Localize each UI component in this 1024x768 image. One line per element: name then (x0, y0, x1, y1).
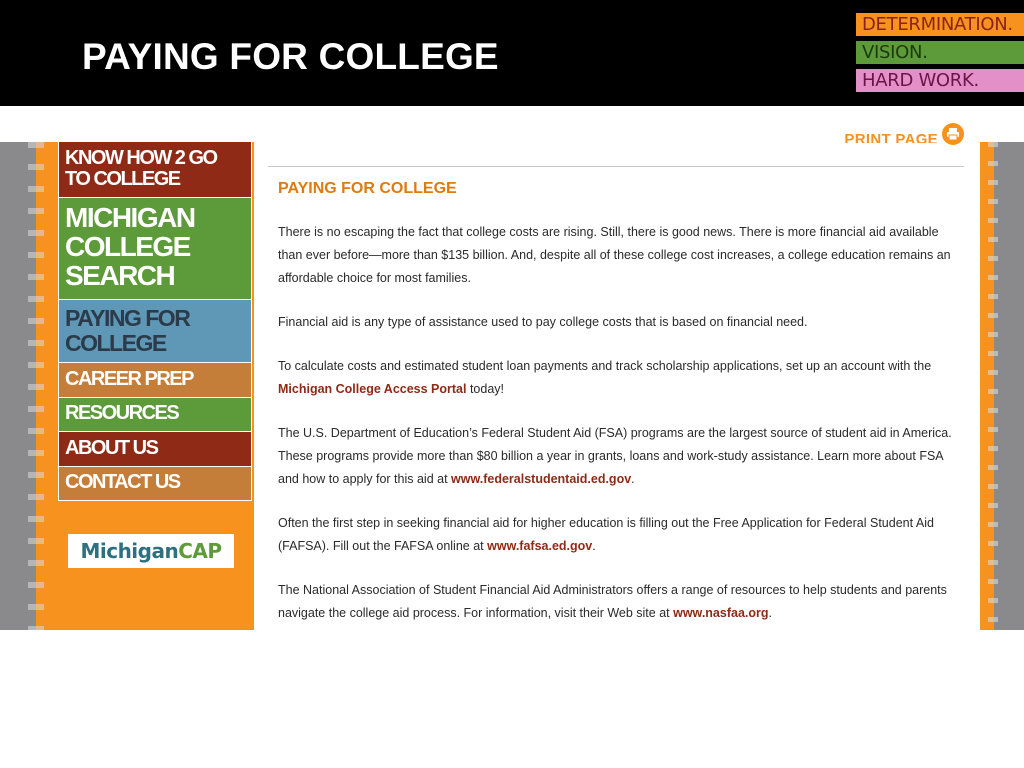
nav-item-career-prep[interactable]: CAREER PREP (58, 363, 252, 398)
michigan-cap-logo[interactable] (68, 534, 234, 568)
nav-item-about-us[interactable]: ABOUT US (58, 432, 252, 467)
article-title: PAYING FOR COLLEGE (278, 180, 457, 197)
tagline-determination: DETERMINATION. (856, 13, 1024, 36)
paragraph-text: today! (466, 382, 505, 396)
nav-item-resources[interactable]: RESOURCES (58, 398, 252, 432)
paragraph-text: To calculate costs and estimated student loan payments and track scholarship applications, set up an account with the (278, 359, 932, 373)
nav-item-know-how-2-go[interactable]: KNOW HOW 2 GO TO COLLEGE (58, 141, 252, 198)
tagline-vision: VISION. (856, 41, 1024, 64)
paragraph-nasfaa (278, 579, 958, 625)
slide-header (0, 0, 1024, 106)
paragraph-fafsa (278, 512, 958, 558)
nav-item-contact-us[interactable]: CONTACT US (58, 467, 252, 501)
main-content (254, 107, 980, 630)
logo-text-cap: CAP (178, 539, 222, 563)
paragraph-rising-costs: There is no escaping the fact that college costs are rising. Still, there is good news. There is more financial aid available than ever before—more than $135 billion. And, despite all of these college cost increases, a college education remains an affordable choice for most families. (278, 225, 951, 285)
nasfaa-link[interactable]: www.nasfaa.org (673, 606, 769, 620)
logo-text-michigan: Michigan (80, 539, 179, 563)
content-divider (268, 166, 964, 167)
paragraph-financial-aid-definition: Financial aid is any type of assistance used to pay college costs that is based on financial need. (278, 315, 808, 329)
michigan-college-access-portal-link[interactable]: Michigan College Access Portal (278, 382, 467, 396)
right-torn-edge (988, 142, 998, 630)
paragraph-text: . (631, 472, 635, 486)
federalstudentaid-link[interactable]: www.federalstudentaid.ed.gov (451, 472, 632, 486)
tagline-hard-work: HARD WORK. (856, 69, 1024, 92)
paragraph-text: The National Association of Student Financial Aid Administrators offers a range of resources to help students and parents navigate the college aid process. For information, visit their Web site at (278, 583, 947, 620)
site-nav (58, 141, 252, 501)
paragraph-access-portal (278, 355, 958, 401)
paragraph-text: The U.S. Department of Education’s Federal Student Aid (FSA) programs are the largest source of student aid in America. These programs provide more than $80 billion a year in grants, loans and work-study assistance. Learn more about FSA and how to apply for this aid at (278, 426, 952, 486)
print-page-button[interactable] (844, 131, 964, 145)
nav-item-paying-for-college[interactable]: PAYING FOR COLLEGE (58, 300, 252, 363)
print-page-label: PRINT PAGE (844, 133, 938, 143)
paragraph-text: . (768, 606, 772, 620)
slide-title: PAYING FOR COLLEGE (82, 36, 499, 77)
right-grunge-border (994, 142, 1024, 630)
fafsa-link[interactable]: www.fafsa.ed.gov (487, 539, 593, 553)
left-torn-edge (28, 142, 44, 630)
paragraph-fsa (278, 422, 958, 491)
website-screenshot (0, 107, 1024, 630)
nav-item-michigan-college-search[interactable]: MICHIGAN COLLEGE SEARCH (58, 198, 252, 300)
printer-icon (942, 123, 964, 145)
paragraph-text: Often the first step in seeking financial aid for higher education is filling out the Free Application for Federal Student Aid (FAFSA). Fill out the FAFSA online at (278, 516, 934, 553)
article-body (278, 221, 958, 646)
paragraph-text: . (592, 539, 596, 553)
